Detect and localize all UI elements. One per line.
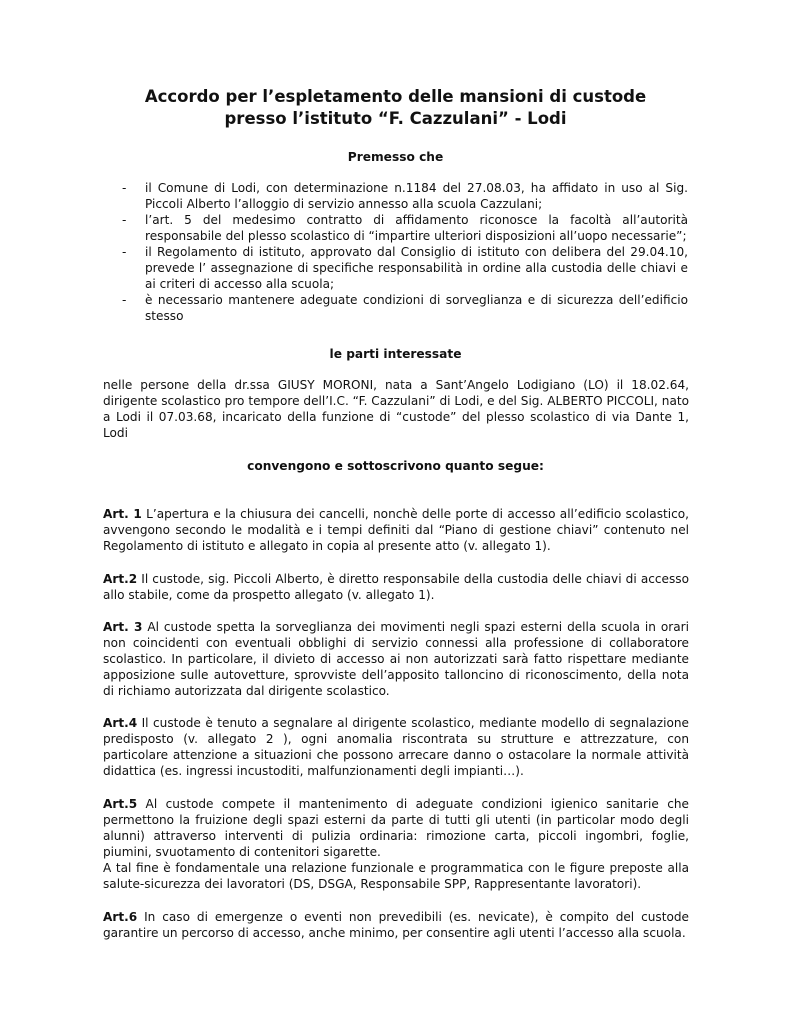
article-3 [103,619,689,699]
parti-paragraph: nelle persone della dr.ssa GIUSY MORONI, nata a Sant’Angelo Lodigiano (LO) il 18.02.64, dirigente scolastico pro tempore dell’I.C. “F. Cazzulani” di Lodi, e del Sig. ALBERTO PICCOLI, nato a Lodi il 07.03.68, incaricato della funzione di “custode” del plesso scolastico di via Dante 1, Lodi [103,378,689,440]
article-6 [103,909,689,941]
article-text: Il custode, sig. Piccoli Alberto, è diretto responsabile della custodia delle chiavi di accesso allo stabile, come da prospetto allegato (v. allegato 1). [103,572,689,602]
premesso-heading: Premesso che [347,150,444,164]
article-text: In caso di emergenze o eventi non prevedibili (es. nevicate), è compito del custode garantire un percorso di accesso, anche minimo, per consentire agli utenti l’accesso alla scuola. [103,910,689,940]
article-5-extra-text: A tal fine è fondamentale una relazione funzionale e programmatica con le figure preposte alla salute-sicurezza dei lavoratori (DS, DSGA, Responsabile SPP, Rappresentante lavoratori). [103,861,689,891]
list-item [103,292,688,324]
list-item-text: è necessario mantenere adeguate condizioni di sorveglianza e di sicurezza dell’edificio stesso [145,293,688,323]
article-label: Art. 3 [103,620,143,634]
article-text: Al custode compete il mantenimento di adeguate condizioni igienico sanitarie che permettono la fruizione degli spazi esterni da parte di tutti gli utenti (in particolar modo degli alunni) attraverso interventi di pulizia ordinaria: rimozione carta, piccoli ingombri, foglie, piumini, svuotamento di contenitori sigarette. [103,797,689,859]
bullet-dash: - [122,293,127,307]
article-label: Art. 1 [103,507,142,521]
article-text: L’apertura e la chiusura dei cancelli, nonchè delle porte di accesso all’edificio scolastico, avvengono secondo le modalità e i tempi definiti dal “Piano di gestione chiavi” contenuto nel Regolamento di istituto e allegato in copia al presente atto (v. allegato 1). [103,507,690,553]
bullet-dash: - [122,181,127,195]
article-1 [103,506,689,554]
bullet-dash: - [122,245,127,259]
article-2 [103,571,689,603]
article-label: Art.2 [103,572,138,586]
bullet-dash: - [122,213,127,227]
document-title-line-1: Accordo per l’espletamento delle mansioni di custode [144,87,647,106]
list-item-text: il Regolamento di istituto, approvato dal Consiglio di istituto con delibera del 29.04.10, prevede l’ assegnazione di specifiche responsabilità in ordine alla custodia delle chiavi e ai criteri di accesso alla scuola; [145,245,688,291]
list-item-text: il Comune di Lodi, con determinazione n.1184 del 27.08.03, ha affidato in uso al Sig. Piccoli Alberto l’alloggio di servizio annesso alla scuola Cazzulani; [145,181,688,211]
article-5 [103,796,689,892]
list-item [103,244,688,292]
convengono-heading: convengono e sottoscrivono quanto segue: [247,459,544,473]
list-item-text: l’art. 5 del medesimo contratto di affidamento riconosce la facoltà all’autorità responsabile del plesso scolastico di “impartire ulteriori disposizioni all’uopo necessarie”; [145,213,688,243]
premesso-list [103,180,688,324]
parti-heading: le parti interessate [329,347,462,361]
article-text: Il custode è tenuto a segnalare al dirigente scolastico, mediante modello di segnalazione predisposto (v. allegato 2 ), ogni anomalia riscontrata su strutture e attrezzature, con particolare attenzione a situazioni che possono arrecare danno o ostacolare la normale attività didattica (es. ingressi incustoditi, malfunzionamenti degli impianti…). [103,716,689,778]
article-text: Al custode spetta la sorveglianza dei movimenti negli spazi esterni della scuola in orari non coincidenti con eventuali obblighi di servizio connessi alla professione di collaboratore scolastico. In particolare, il divieto di accesso ai non autorizzati sarà fatto rispettare mediante apposizione sulle autovetture, sprovviste dell’apposito talloncino di riconoscimento, della nota di richiamo autorizzata dal dirigente scolastico. [103,620,689,698]
article-label: Art.5 [103,797,138,811]
article-label: Art.4 [103,716,138,730]
document-title-line-2: presso l’istituto “F. Cazzulani” - Lodi [224,109,567,128]
list-item [103,180,688,212]
article-label: Art.6 [103,910,138,924]
article-4 [103,715,689,779]
list-item [103,212,688,244]
